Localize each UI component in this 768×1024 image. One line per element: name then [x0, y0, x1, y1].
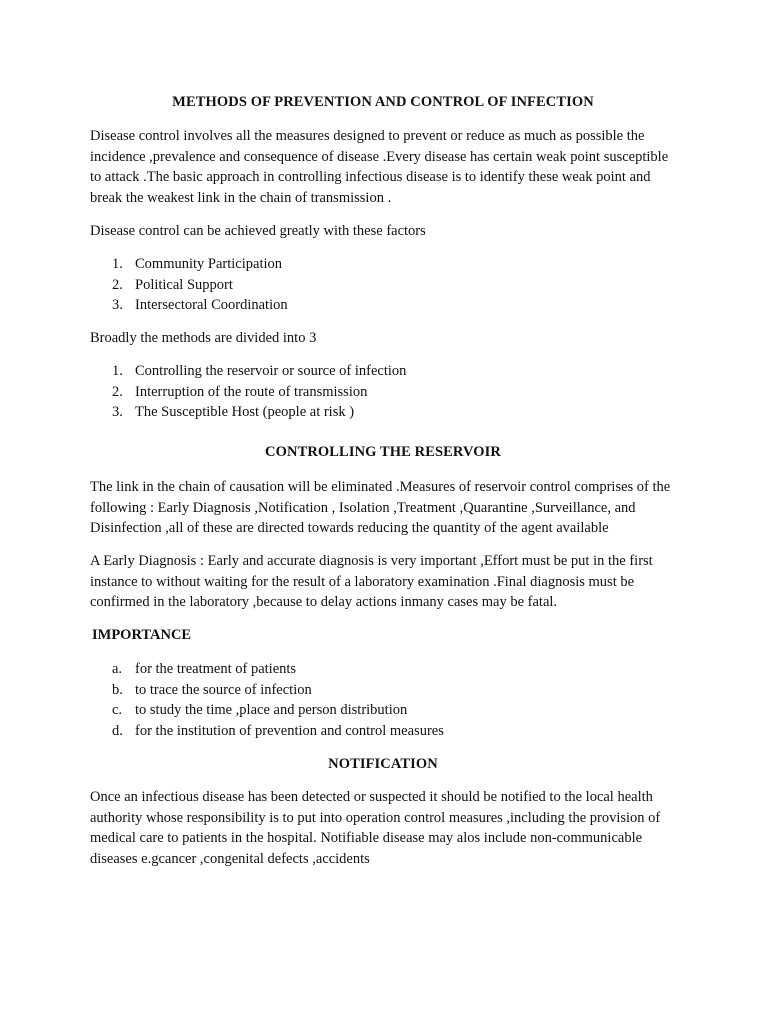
importance-heading: IMPORTANCE	[92, 627, 192, 643]
list-marker: a.	[112, 661, 123, 677]
importance-list	[90, 659, 650, 741]
list-item-text: to study the time ,place and person distribution	[135, 702, 408, 718]
early-diagnosis-paragraph: A Early Diagnosis : Early and accurate diagnosis is very important ,Effort must be put in the first instance to without waiting for the result of a laboratory examination .Final diagnosis must be confirmed in the laboratory ,because to delay actions inmany cases may be fatal.	[90, 553, 653, 610]
list-item-text: The Susceptible Host (people at risk )	[135, 404, 355, 420]
factors-list	[90, 254, 650, 316]
list-item	[90, 295, 650, 316]
list-item	[90, 721, 650, 742]
list-marker: d.	[112, 722, 123, 739]
list-item	[90, 254, 650, 275]
list-marker: b.	[112, 681, 123, 698]
list-marker: 2.	[112, 383, 123, 400]
list-item-text: Controlling the reservoir or source of infection	[135, 363, 407, 379]
list-marker: 3.	[112, 404, 123, 420]
methods-intro: Broadly the methods are divided into 3	[90, 330, 317, 346]
methods-list	[90, 361, 650, 423]
list-item-text: to trace the source of infection	[135, 681, 312, 698]
list-item-text: for the treatment of patients	[135, 661, 297, 677]
notification-heading: NOTIFICATION	[328, 756, 438, 772]
list-marker: 3.	[112, 297, 123, 313]
list-marker: c.	[112, 702, 123, 718]
list-item-text: Political Support	[135, 276, 233, 293]
list-marker: 1.	[112, 256, 123, 272]
list-item	[90, 361, 650, 382]
list-item-text: Community Participation	[135, 256, 283, 272]
list-marker: 2.	[112, 276, 123, 293]
list-item	[90, 700, 650, 721]
factors-intro: Disease control can be achieved greatly with these factors	[90, 223, 426, 239]
reservoir-heading: CONTROLLING THE RESERVOIR	[265, 444, 501, 460]
list-item-text: Interruption of the route of transmission	[135, 383, 368, 400]
list-item-text: for the institution of prevention and control measures	[135, 722, 444, 739]
list-item	[90, 659, 650, 680]
list-item-text: Intersectoral Coordination	[135, 297, 288, 313]
list-item	[90, 382, 650, 403]
list-item	[90, 402, 650, 423]
list-marker: 1.	[112, 363, 123, 379]
list-item	[90, 680, 650, 701]
notification-paragraph: Once an infectious disease has been detected or suspected it should be notified to the local health authority whose responsibility is to put into operation control measures ,including the provision of medical care to patients in the hospital. Notifiable disease may alos include non-communicable diseases e.gcancer ,congenital defects ,accidents	[90, 789, 661, 867]
document-title: METHODS OF PREVENTION AND CONTROL OF INFECTION	[172, 94, 594, 110]
intro-paragraph: Disease control involves all the measures designed to prevent or reduce as much as possible the incidence ,prevalence and consequence of disease .Every disease has certain weak point susceptible to attack .The basic approach in controlling infectious disease is to identify these weak point and break the weakest link in the chain of transmission .	[90, 128, 669, 206]
list-item	[90, 275, 650, 296]
reservoir-paragraph: The link in the chain of causation will be eliminated .Measures of reservoir control comprises of the following : Early Diagnosis ,Notification , Isolation ,Treatment ,Quarantine ,Surveillance, and Disinfection ,all of these are directed towards reducing the quantity of the agent available	[90, 479, 671, 536]
